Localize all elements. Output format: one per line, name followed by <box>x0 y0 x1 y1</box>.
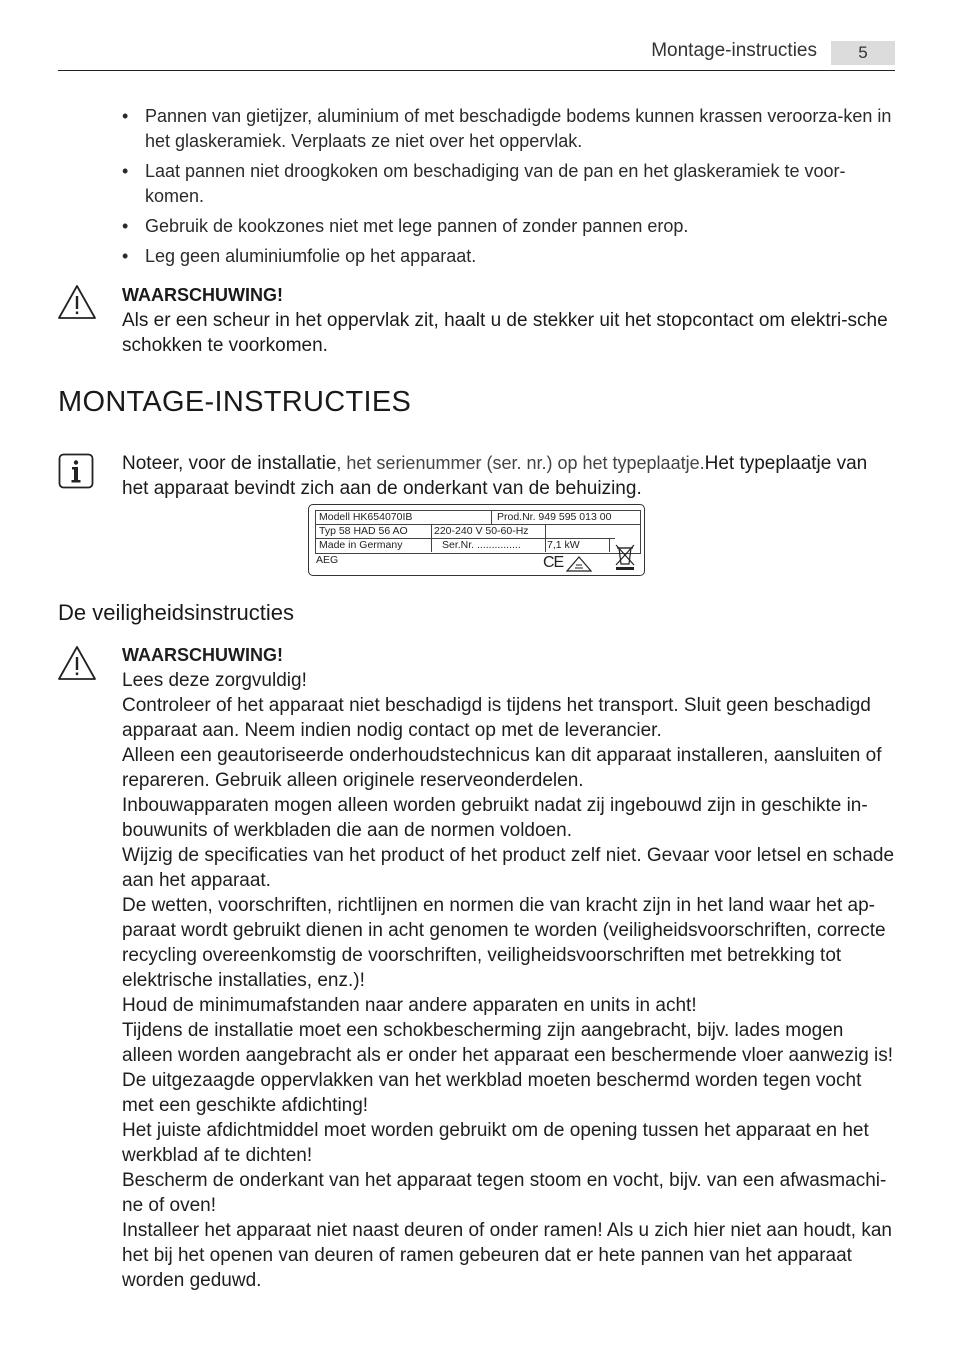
bullet-text: Leg geen aluminiumfolie op het apparaat. <box>145 246 477 266</box>
safety-mark-icon <box>566 556 592 572</box>
warning-paragraph: Inbouwapparaten mogen alleen worden gebruikt nadat zij ingebouwd zijn in geschikte in-bouwunits of werkbladen die aan de normen voldoen. <box>122 795 868 841</box>
note-tail: Het typeplaatje van het apparaat bevindt zich aan de onderkant van de behuizing. <box>122 453 868 499</box>
weee-bin-icon <box>613 542 637 572</box>
plate-brand: AEG <box>316 554 339 566</box>
bullet-text: Pannen van gietijzer, aluminium of met beschadigde bodems kunnen krassen veroorza-ken in het glaskeramiek. Verplaats ze niet over het oppervlak. <box>145 106 892 151</box>
warning-text: Als er een scheur in het oppervlak zit, haalt u de stekker uit het stopcontact om elektri-sche schokken te voorkomen. <box>122 310 888 356</box>
plate-voltage: 220-240 V 50-60-Hz <box>434 525 529 537</box>
plate-model: Modell HK654070IB <box>319 511 413 523</box>
warning-triangle-icon <box>57 645 97 681</box>
installation-note <box>122 451 892 501</box>
plate-prod-nr: Prod.Nr. 949 595 013 00 <box>497 511 612 523</box>
warning-paragraph: De uitgezaagde oppervlakken van het werkblad moeten beschermd worden tegen vocht met een geschikte afdichting! <box>122 1070 862 1116</box>
warning-paragraph: Controleer of het apparaat niet beschadigd is tijdens het transport. Sluit geen beschadigd apparaat aan. Neem indien nodig contact op met de leverancier. <box>122 695 871 741</box>
page-header <box>58 38 895 71</box>
warning-triangle-icon <box>57 284 97 320</box>
warning-paragraph: Tijdens de installatie moet een schokbescherming zijn aangebracht, bijv. lades mogen alleen worden aangebracht als er onder het apparaat een beschermende vloer aanwezig is! <box>122 1020 894 1066</box>
plate-serial: Ser.Nr. ............... <box>442 539 521 551</box>
warning-paragraph: Houd de minimumafstanden naar andere apparaten en units in acht! <box>122 995 697 1016</box>
warning-paragraph: De wetten, voorschriften, richtlijnen en normen die van kracht zijn in het land waar het ap-paraat wordt gebruikt dienen in acht genomen te worden (veiligheidsvoorschriften, correcte recycling overeenkomstig de voorschriften, veiligheidsvoorschriften met betrekking tot elektrische installaties, enz.)! <box>122 895 886 991</box>
warning-paragraph: Wijzig de specificaties van het product of het product zelf niet. Gevaar voor letsel en schade aan het apparaat. <box>122 845 895 891</box>
info-icon <box>58 453 94 489</box>
warning-paragraph: Lees deze zorgvuldig! <box>122 670 307 691</box>
bullet-text: Laat pannen niet droogkoken om beschadiging van de pan en het glaskeramiek te voor-komen. <box>145 161 846 206</box>
list-item: • Gebruik de kookzones niet met lege pannen of zonder pannen erop. <box>122 216 689 236</box>
warning-paragraph: Het juiste afdichtmiddel moet worden gebruikt om de opening tussen het apparaat en het werkblad af te dichten! <box>122 1120 869 1166</box>
warning-title: WAARSCHUWING! <box>122 645 283 665</box>
warning-paragraph: Alleen een geautoriseerde onderhoudstechnicus kan dit apparaat installeren, aansluiten of repareren. Gebruik alleen originele reserveonderdelen. <box>122 745 882 791</box>
list-item: • Laat pannen niet droogkoken om beschadiging van de pan en het glaskeramiek te voor-komen. <box>122 161 846 206</box>
rating-plate <box>308 504 645 576</box>
warning-title: WAARSCHUWING! <box>122 285 283 305</box>
warning-paragraph: Installeer het apparaat niet naast deuren of onder ramen! Als u zich hier niet aan houdt, kan het bij het openen van deuren of ramen gebeuren dat er hete pannen van het apparaat worden geduwd. <box>122 1220 893 1291</box>
list-item: • Leg geen aluminiumfolie op het apparaat. <box>122 246 477 266</box>
plate-made-in: Made in Germany <box>319 539 403 551</box>
bullet-list <box>122 104 892 274</box>
warning-block <box>122 283 897 358</box>
bullet-text: Gebruik de kookzones niet met lege pannen of zonder pannen erop. <box>145 216 689 236</box>
warning-paragraph: Bescherm de onderkant van het apparaat tegen stoom en vocht, bijv. van een afwasmachi-ne of oven! <box>122 1170 887 1216</box>
plate-power: 7,1 kW <box>547 539 580 551</box>
section-title: MONTAGE-INSTRUCTIES <box>58 386 412 418</box>
safety-warning-block <box>122 643 897 1293</box>
note-lead: Noteer, voor de installatie <box>122 453 337 474</box>
ce-mark: CE <box>543 554 564 571</box>
note-middle: , het serienummer (ser. nr.) op het typeplaatje. <box>336 453 705 473</box>
page-number: 5 <box>831 41 895 65</box>
subsection-title: De veiligheidsinstructies <box>58 600 294 625</box>
header-title: Montage-instructies <box>651 40 817 61</box>
plate-type: Typ 58 HAD 56 AO <box>319 525 408 537</box>
list-item: • Pannen van gietijzer, aluminium of met beschadigde bodems kunnen krassen veroorza-ken in het glaskeramiek. Verplaats ze niet over het oppervlak. <box>122 106 892 151</box>
